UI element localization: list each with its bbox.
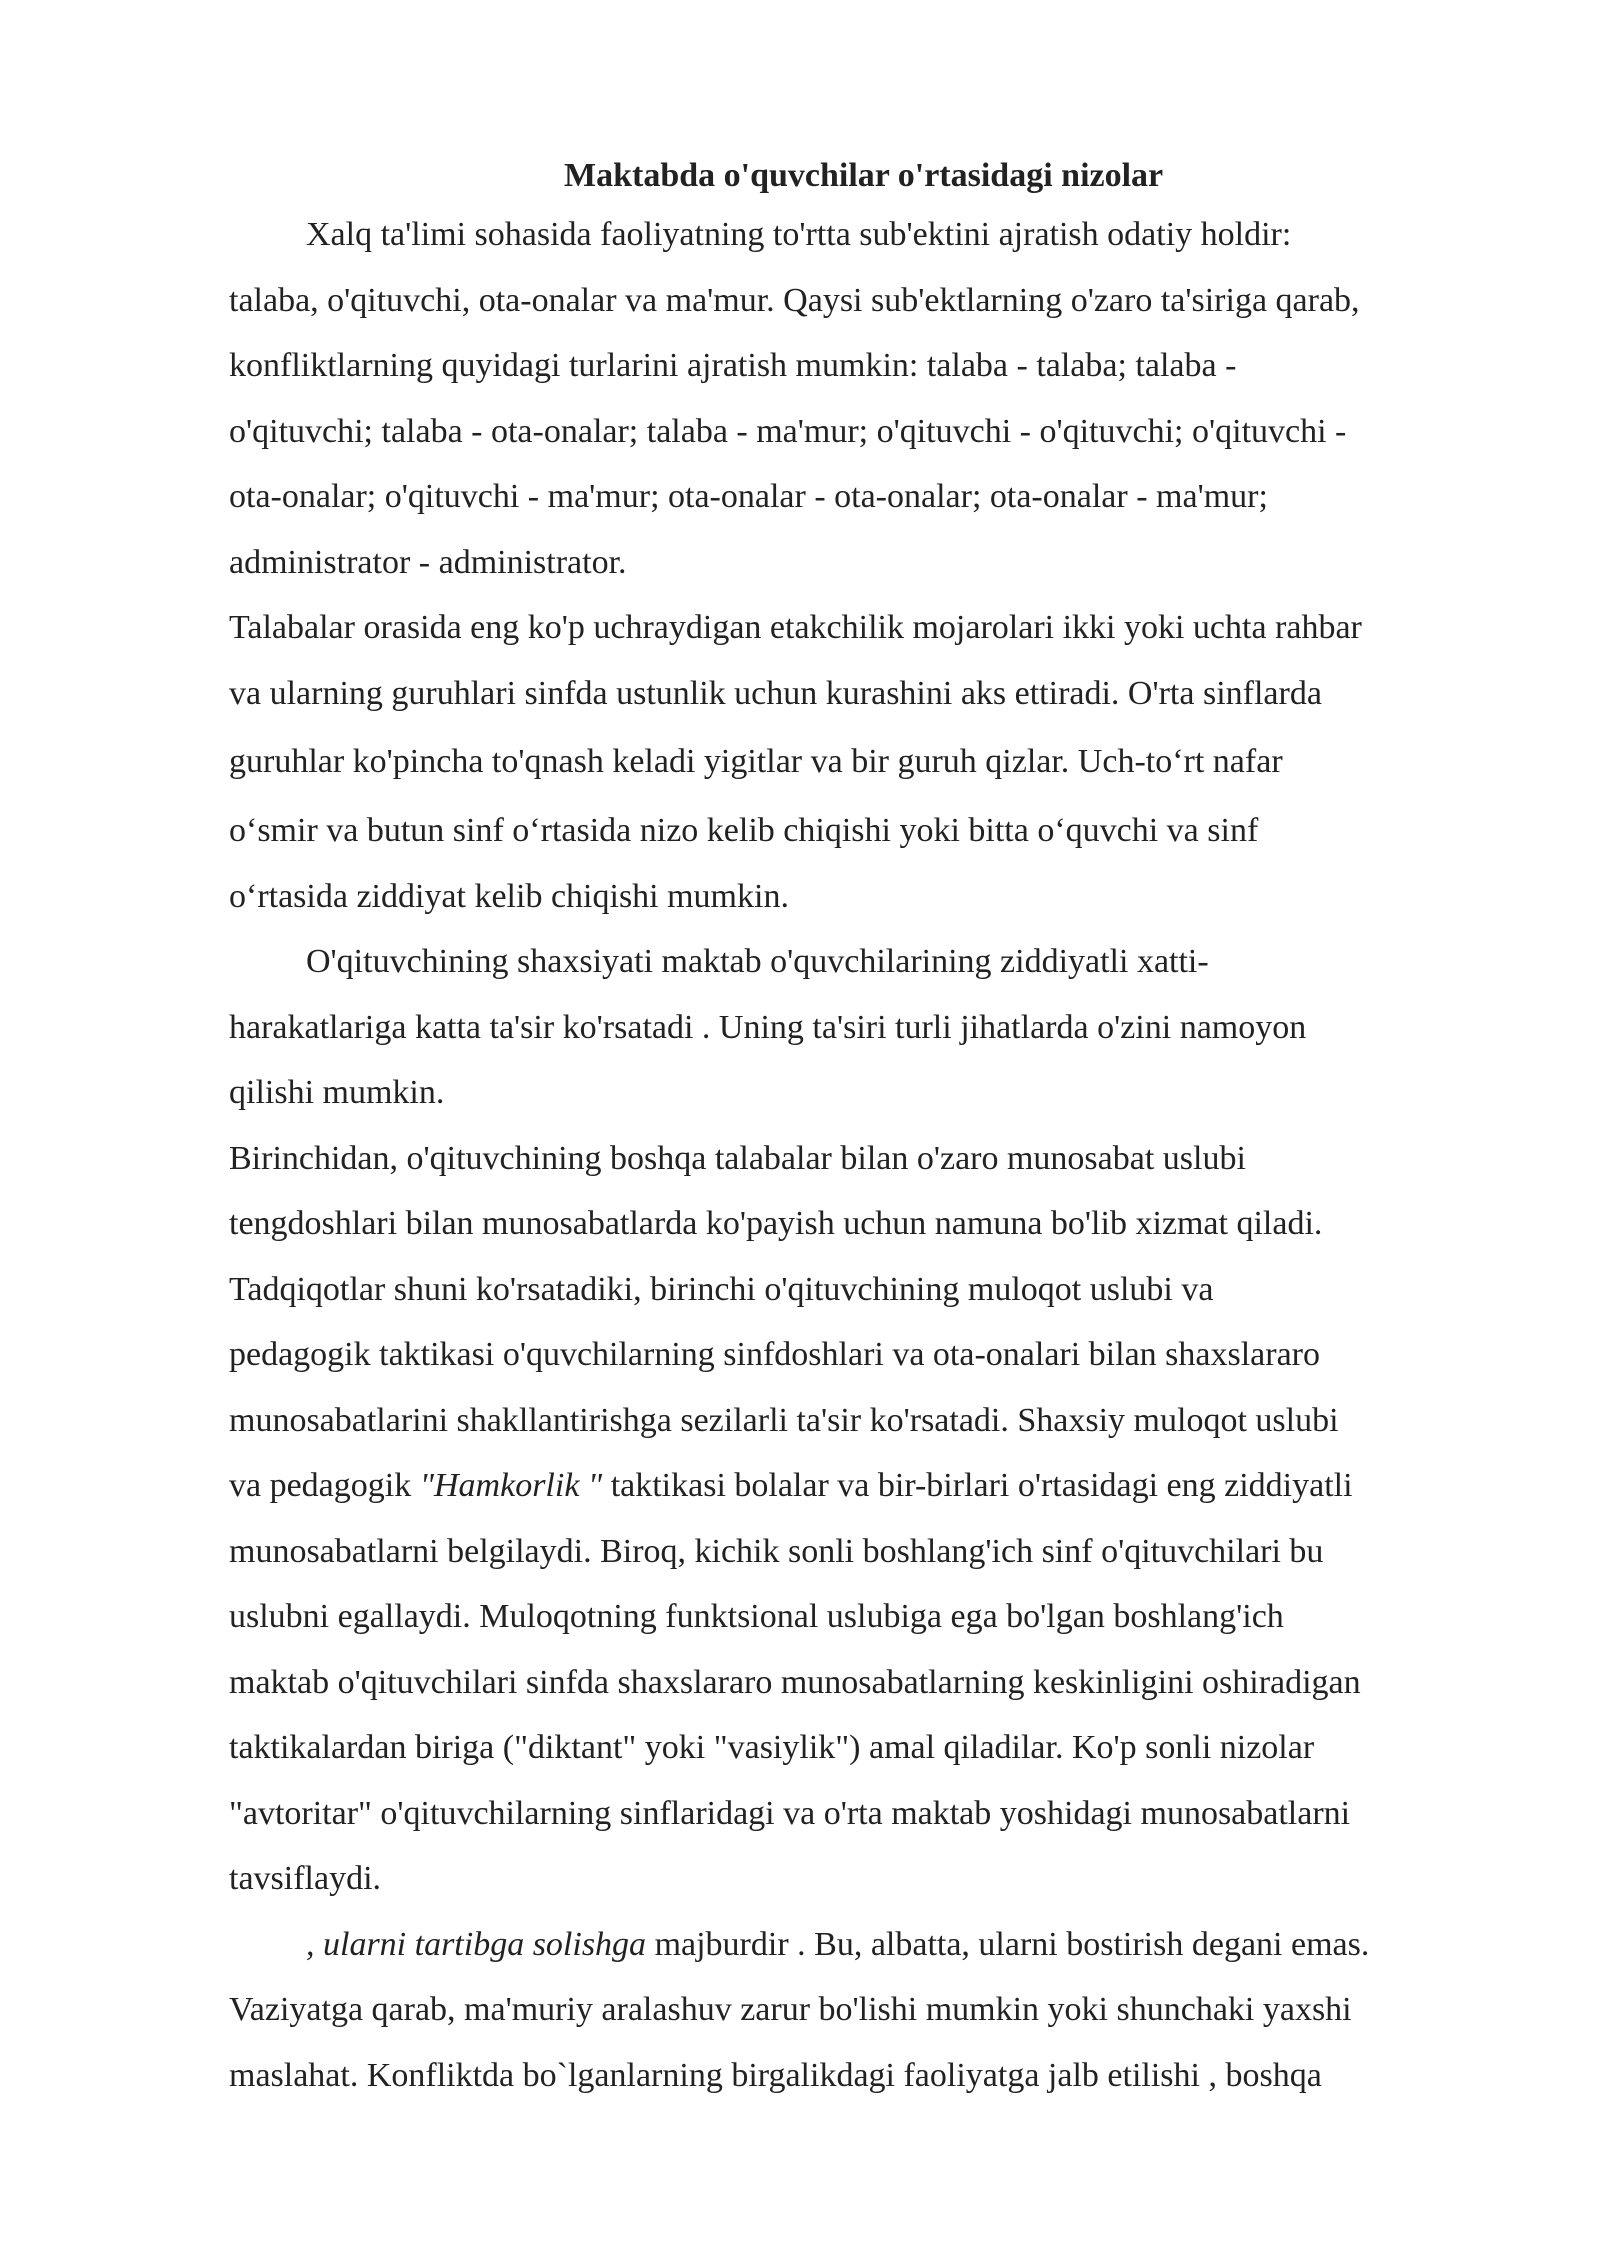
paragraph-4 — [229, 1126, 1496, 1912]
italic-term: , ularni tartibga solishga — [306, 1925, 647, 1963]
text-line: guruhlar ko'pincha to'qnash keladi yigitlar va bir guruh qizlar. Uch-to‘rt nafar — [229, 743, 1283, 780]
text-fragment: taktikasi bolalar va bir-birlari o'rtasidagi eng ziddiyatli — [602, 1467, 1353, 1504]
text-line: tavsiflaydi. — [229, 1860, 382, 1897]
text-line — [229, 1912, 1496, 1978]
text-line: ota-onalar; o'qituvchi - ma'mur; ota-onalar - ota-onalar; ota-onalar - ma'mur; — [229, 478, 1268, 515]
text-line: uslubni egallaydi. Muloqotning funktsional uslubiga ega bo'lgan boshlang'ich — [229, 1598, 1284, 1635]
text-line: va ularning guruhlari sinfda ustunlik uchun kurashini aks ettiradi. O'rta sinflarda — [229, 674, 1322, 712]
text-line: O'qituvchining shaxsiyati maktab o'quvchilarining ziddiyatli xatti- — [306, 943, 1209, 980]
text-line: munosabatlarini shakllantirishga sezilarli ta'sir ko'rsatadi. Shaxsiy muloqot uslubi — [229, 1401, 1339, 1439]
text-line: o‘smir va butun sinf o‘rtasida nizo kelib chiqishi yoki bitta o‘quvchi va sinf — [229, 812, 1259, 849]
paragraph-3 — [229, 929, 1496, 1126]
text-line: Talabalar orasida eng ko'p uchraydigan etakchilik mojarolari ikki yoki uchta rahbar — [229, 609, 1362, 646]
paragraph-5 — [229, 1912, 1496, 2109]
text-line: Birinchidan, o'qituvchining boshqa talabalar bilan o'zaro munosabat uslubi — [229, 1139, 1246, 1177]
text-line: maktab o'qituvchilari sinfda shaxslararo munosabatlarning keskinligini oshiradigan — [229, 1663, 1361, 1701]
italic-term: "Hamkorlik " — [419, 1467, 603, 1504]
text-line: Tadqiqotlar shuni ko'rsatadiki, birinchi o'qituvchining muloqot uslubi va — [229, 1270, 1214, 1308]
text-line: tengdoshlari bilan munosabatlarda ko'payish uchun namuna bo'lib xizmat qiladi. — [229, 1205, 1323, 1242]
text-line: o‘rtasida ziddiyat kelib chiqishi mumkin. — [229, 877, 789, 915]
text-line: administrator - administrator. — [229, 543, 627, 581]
document-title: Maktabda o'quvchilar o'rtasidagi nizolar — [564, 157, 1164, 194]
text-fragment: va pedagogik — [229, 1467, 420, 1504]
document-body — [229, 150, 1496, 2108]
paragraph-1 — [229, 202, 1496, 595]
text-line — [229, 1453, 1496, 1519]
text-line: munosabatlarni belgilaydi. Biroq, kichik sonli boshlang'ich sinf o'qituvchilari bu — [229, 1532, 1324, 1570]
text-line: o'qituvchi; talaba - ota-onalar; talaba - ma'mur; o'qituvchi - o'qituvchi; o'qituvchi - — [229, 412, 1347, 450]
text-fragment: majburdir . Bu, albatta, ularni bostirish degani emas. — [646, 1925, 1370, 1963]
text-line: Xalq ta'limi sohasida faoliyatning to'rtta sub'ektini ajratish odatiy holdir: — [306, 216, 1292, 253]
text-line: taktikalardan biriga ("diktant" yoki "vasiylik") amal qiladilar. Ko'p sonli nizolar — [229, 1729, 1315, 1766]
paragraph-2 — [229, 595, 1496, 929]
text-line: harakatlariga katta ta'sir ko'rsatadi . Uning ta'siri turli jihatlarda o'zini namoyon — [229, 1008, 1307, 1046]
text-line: qilishi mumkin. — [229, 1074, 445, 1111]
text-line: "avtoritar" o'qituvchilarning sinflaridagi va o'rta maktab yoshidagi munosabatlarni — [229, 1794, 1351, 1832]
text-line: Vaziyatga qarab, ma'muriy aralashuv zarur bo'lishi mumkin yoki shunchaki yaxshi — [229, 1991, 1352, 2028]
text-line: talaba, o'qituvchi, ota-onalar va ma'mur. Qaysi sub'ektlarning o'zaro ta'siriga qarab, — [229, 281, 1360, 319]
text-line: maslahat. Konfliktda bo`lganlarning birgalikdagi faoliyatga jalb etilishi , boshqa — [229, 2056, 1322, 2094]
text-line: konfliktlarning quyidagi turlarini ajratish mumkin: talaba - talaba; talaba - — [229, 347, 1237, 384]
text-line: pedagogik taktikasi o'quvchilarning sinfdoshlari va ota-onalari bilan shaxslararo — [229, 1336, 1320, 1373]
